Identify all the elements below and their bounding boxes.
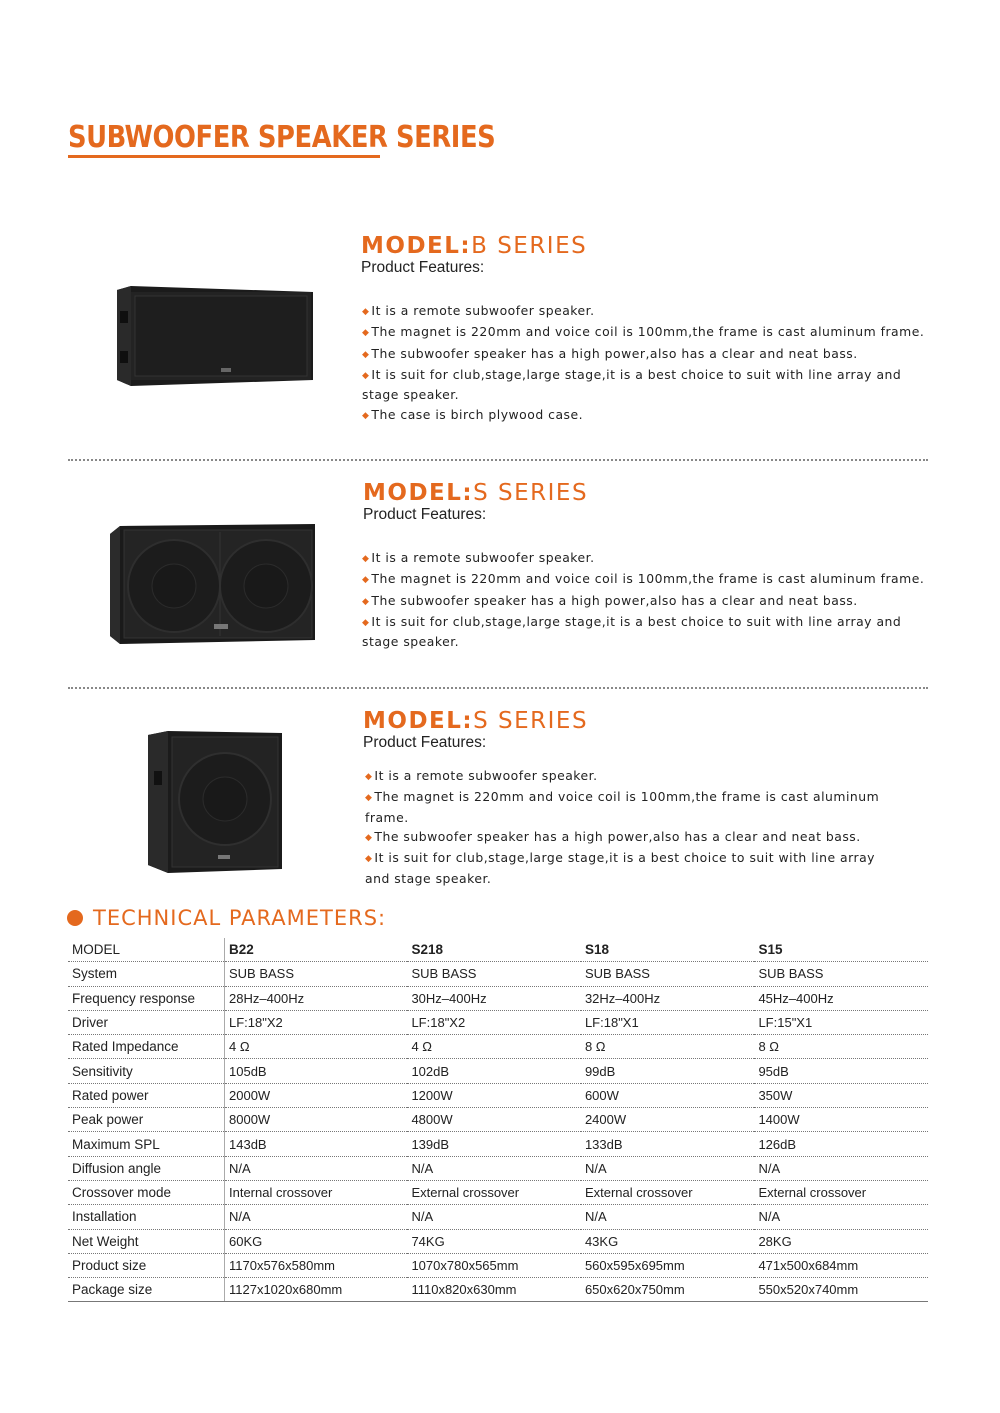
parameter-value: 133dB bbox=[581, 1132, 755, 1156]
feature-item: ◆ The magnet is 220mm and voice coil is 100mm,the frame is cast aluminum frame. bbox=[362, 571, 925, 587]
diamond-bullet-icon: ◆ bbox=[362, 617, 370, 628]
parameter-label: Product size bbox=[68, 1253, 225, 1277]
parameter-value: 560x595x695mm bbox=[581, 1253, 755, 1277]
parameter-value: 32Hz–400Hz bbox=[581, 986, 755, 1010]
parameter-value: SUB BASS bbox=[225, 962, 408, 986]
parameter-value: 102dB bbox=[407, 1059, 581, 1083]
parameter-value: External crossover bbox=[581, 1180, 755, 1204]
parameter-value: 550x520x740mm bbox=[754, 1278, 928, 1302]
parameter-label: System bbox=[68, 962, 225, 986]
model-name: B SERIES bbox=[471, 233, 588, 259]
feature-item: ◆ It is a remote subwoofer speaker. bbox=[362, 550, 595, 565]
table-header-cell: S218 bbox=[407, 938, 581, 962]
parameter-value: LF:18"X2 bbox=[407, 1010, 581, 1034]
parameter-label: Installation bbox=[68, 1205, 225, 1229]
feature-item: ◆ It is a remote subwoofer speaker. bbox=[365, 768, 598, 783]
parameter-label: Frequency response bbox=[68, 986, 225, 1010]
parameter-label: Peak power bbox=[68, 1108, 225, 1132]
parameter-value: 126dB bbox=[754, 1132, 928, 1156]
page-title: SUBWOOFER SPEAKER SERIES bbox=[68, 120, 496, 155]
model-name: S SERIES bbox=[473, 480, 589, 506]
parameter-value: 650x620x750mm bbox=[581, 1278, 755, 1302]
parameter-value: 1110x820x630mm bbox=[407, 1278, 581, 1302]
table-header-cell: B22 bbox=[225, 938, 408, 962]
model-heading-b bbox=[361, 232, 587, 260]
parameter-value: 4 Ω bbox=[225, 1035, 408, 1059]
parameter-value: 8 Ω bbox=[754, 1035, 928, 1059]
diamond-bullet-icon: ◆ bbox=[365, 854, 373, 865]
s218-speaker-image bbox=[110, 524, 320, 646]
parameter-value: 1170x576x580mm bbox=[225, 1253, 408, 1277]
model-heading-s218 bbox=[363, 479, 588, 507]
diamond-bullet-icon: ◆ bbox=[362, 596, 370, 607]
table-row bbox=[68, 1083, 928, 1107]
diamond-bullet-icon: ◆ bbox=[362, 307, 370, 317]
feature-list-s218 bbox=[362, 549, 937, 653]
parameter-value: 105dB bbox=[225, 1059, 408, 1083]
parameter-value: 45Hz–400Hz bbox=[754, 986, 928, 1010]
parameter-value: N/A bbox=[407, 1156, 581, 1180]
parameter-value: N/A bbox=[581, 1205, 755, 1229]
parameter-value: N/A bbox=[754, 1156, 928, 1180]
section-divider bbox=[68, 687, 928, 689]
parameter-value: Internal crossover bbox=[225, 1180, 408, 1204]
table-row bbox=[68, 1229, 928, 1253]
diamond-bullet-icon: ◆ bbox=[365, 833, 373, 844]
technical-parameters-table bbox=[68, 938, 928, 1302]
model-prefix: MODEL: bbox=[361, 233, 472, 259]
feature-item: ◆ The subwoofer speaker has a high power,also has a clear and neat bass. bbox=[362, 592, 858, 608]
parameter-value: 30Hz–400Hz bbox=[407, 986, 581, 1010]
parameter-value: 1200W bbox=[407, 1083, 581, 1107]
model-heading-s18 bbox=[363, 707, 588, 735]
parameter-value: 8 Ω bbox=[581, 1035, 755, 1059]
table-row bbox=[68, 1253, 928, 1277]
feature-item: ◆ The subwoofer speaker has a high power,also has a clear and neat bass. bbox=[362, 345, 858, 361]
parameter-value: SUB BASS bbox=[581, 962, 755, 986]
diamond-bullet-icon: ◆ bbox=[365, 793, 373, 804]
feature-list-b bbox=[362, 302, 937, 427]
tech-heading-text: TECHNICAL PARAMETERS: bbox=[93, 906, 387, 930]
table-header-row bbox=[68, 938, 928, 962]
diamond-bullet-icon: ◆ bbox=[362, 349, 370, 360]
feature-item: ◆ The magnet is 220mm and voice coil is 100mm,the frame is cast aluminum frame. bbox=[362, 324, 925, 340]
parameter-value: External crossover bbox=[407, 1180, 581, 1204]
feature-item: ◆ The case is birch plywood case. bbox=[362, 406, 584, 422]
table-header-cell: S15 bbox=[754, 938, 928, 962]
parameter-value: 95dB bbox=[754, 1059, 928, 1083]
parameter-label: Package size bbox=[68, 1278, 225, 1302]
parameter-label: Driver bbox=[68, 1010, 225, 1034]
parameter-value: LF:18"X2 bbox=[225, 1010, 408, 1034]
tech-heading bbox=[67, 906, 386, 930]
parameter-label: Rated power bbox=[68, 1083, 225, 1107]
diamond-bullet-icon: ◆ bbox=[362, 328, 370, 339]
model-prefix: MODEL: bbox=[363, 480, 474, 506]
model-name: S SERIES bbox=[473, 708, 589, 734]
parameter-value: N/A bbox=[754, 1205, 928, 1229]
table-header-cell: MODEL bbox=[68, 938, 225, 962]
parameter-label: Diffusion angle bbox=[68, 1156, 225, 1180]
parameter-label: Net Weight bbox=[68, 1229, 225, 1253]
parameter-value: N/A bbox=[407, 1205, 581, 1229]
parameter-value: 350W bbox=[754, 1083, 928, 1107]
parameter-value: 43KG bbox=[581, 1229, 755, 1253]
parameter-value: LF:15"X1 bbox=[754, 1010, 928, 1034]
diamond-bullet-icon: ◆ bbox=[362, 410, 370, 421]
parameter-value: N/A bbox=[225, 1205, 408, 1229]
table-row bbox=[68, 986, 928, 1010]
parameter-value: 74KG bbox=[407, 1229, 581, 1253]
parameter-value: N/A bbox=[225, 1156, 408, 1180]
parameter-label: Crossover mode bbox=[68, 1180, 225, 1204]
table-row bbox=[68, 1108, 928, 1132]
parameter-value: 60KG bbox=[225, 1229, 408, 1253]
b-series-speaker-image bbox=[113, 286, 318, 386]
parameter-value: 471x500x684mm bbox=[754, 1253, 928, 1277]
table-row bbox=[68, 1205, 928, 1229]
features-label: Product Features: bbox=[363, 734, 487, 751]
parameter-value: 139dB bbox=[407, 1132, 581, 1156]
title-underline bbox=[68, 155, 380, 158]
parameter-value: 28KG bbox=[754, 1229, 928, 1253]
table-row bbox=[68, 1035, 928, 1059]
feature-item: ◆ The subwoofer speaker has a high power,also has a clear and neat bass. bbox=[365, 829, 861, 845]
table-header-cell: S18 bbox=[581, 938, 755, 962]
parameter-label: Maximum SPL bbox=[68, 1132, 225, 1156]
parameter-value: 99dB bbox=[581, 1059, 755, 1083]
diamond-bullet-icon: ◆ bbox=[362, 554, 370, 564]
parameter-value: External crossover bbox=[754, 1180, 928, 1204]
parameter-value: 28Hz–400Hz bbox=[225, 986, 408, 1010]
feature-item: ◆ It is suit for club,stage,large stage,it is a best choice to suit with line array and stage speaker. bbox=[362, 613, 902, 650]
parameter-label: Rated Impedance bbox=[68, 1035, 225, 1059]
parameter-value: LF:18"X1 bbox=[581, 1010, 755, 1034]
parameter-value: 1400W bbox=[754, 1108, 928, 1132]
parameter-value: 600W bbox=[581, 1083, 755, 1107]
parameter-value: 143dB bbox=[225, 1132, 408, 1156]
section-divider bbox=[68, 459, 928, 461]
features-label: Product Features: bbox=[361, 259, 485, 276]
model-prefix: MODEL: bbox=[363, 708, 474, 734]
table-row bbox=[68, 1278, 928, 1302]
parameter-value: 8000W bbox=[225, 1108, 408, 1132]
diamond-bullet-icon: ◆ bbox=[362, 575, 370, 586]
feature-item: ◆ It is suit for club,stage,large stage,it is a best choice to suit with line array and stage speaker. bbox=[362, 366, 902, 403]
table-row bbox=[68, 1132, 928, 1156]
features-label: Product Features: bbox=[363, 506, 487, 523]
parameter-label: Sensitivity bbox=[68, 1059, 225, 1083]
table-row bbox=[68, 1156, 928, 1180]
parameter-value: N/A bbox=[581, 1156, 755, 1180]
feature-item: ◆ It is suit for club,stage,large stage,it is a best choice to suit with line array and stage speaker. bbox=[365, 850, 876, 886]
parameter-value: 4800W bbox=[407, 1108, 581, 1132]
table-row bbox=[68, 962, 928, 986]
s18-speaker-image bbox=[148, 731, 288, 874]
feature-item: ◆ The magnet is 220mm and voice coil is 100mm,the frame is cast aluminum frame. bbox=[365, 789, 880, 825]
parameter-value: SUB BASS bbox=[407, 962, 581, 986]
orange-dot-icon bbox=[67, 910, 83, 926]
parameter-value: 2000W bbox=[225, 1083, 408, 1107]
parameter-value: 2400W bbox=[581, 1108, 755, 1132]
parameter-value: 4 Ω bbox=[407, 1035, 581, 1059]
feature-list-s18 bbox=[365, 767, 900, 889]
parameter-value: 1070x780x565mm bbox=[407, 1253, 581, 1277]
table-row bbox=[68, 1059, 928, 1083]
table-body bbox=[68, 962, 928, 1302]
diamond-bullet-icon: ◆ bbox=[362, 370, 370, 381]
table-row bbox=[68, 1180, 928, 1204]
table-row bbox=[68, 1010, 928, 1034]
parameter-value: SUB BASS bbox=[754, 962, 928, 986]
feature-item: ◆ It is a remote subwoofer speaker. bbox=[362, 303, 595, 318]
diamond-bullet-icon: ◆ bbox=[365, 772, 373, 782]
parameter-value: 1127x1020x680mm bbox=[225, 1278, 408, 1302]
